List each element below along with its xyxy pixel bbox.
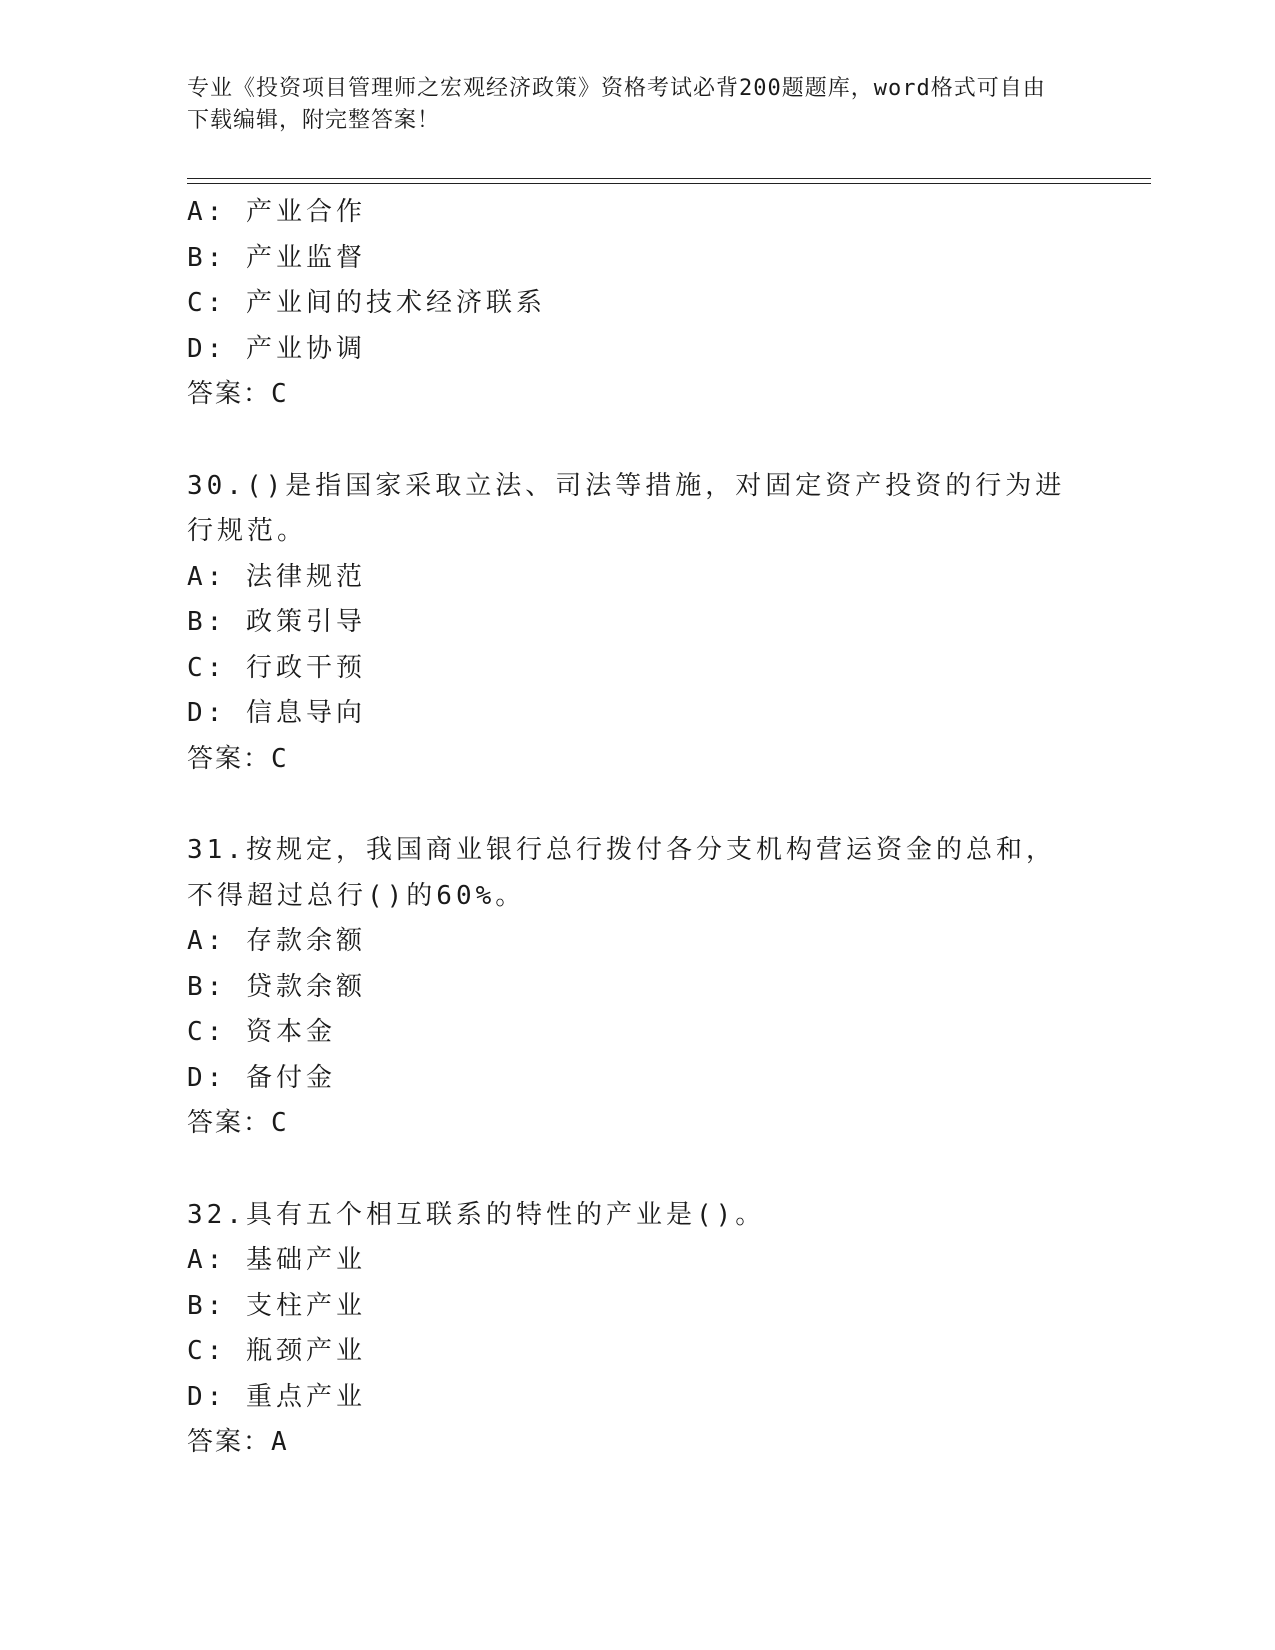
header-divider-bottom: [187, 183, 1151, 184]
question-text: 31.按规定，我国商业银行总行拨付各分支机构营运资金的总和，不得超过总行()的60%。: [187, 835, 1056, 911]
option-d: D: 备付金: [187, 1062, 336, 1093]
option-b: B: 贷款余额: [187, 971, 366, 1002]
question-list: [187, 190, 1087, 1466]
answer-value: C: [271, 743, 289, 774]
question-block-31: [187, 828, 1087, 1147]
option-c: C: 瓶颈产业: [187, 1336, 366, 1366]
header-divider-top: [187, 178, 1151, 179]
answer-value: C: [271, 379, 289, 409]
option-c: C: 行政干预: [187, 652, 366, 683]
option-b: B: 产业监督: [187, 242, 366, 273]
answer-line: [187, 1101, 1087, 1147]
option-a: A: 存款余额: [187, 926, 366, 956]
answer-value: A: [271, 1427, 289, 1457]
option-a: A: 产业合作: [187, 197, 366, 227]
question-block-29: [187, 190, 1087, 418]
option-a: A: 基础产业: [187, 1245, 366, 1275]
document-header: 专业《投资项目管理师之宏观经济政策》资格考试必背200题题库，word格式可自由下载编辑，附完整答案！: [187, 76, 1046, 133]
answer-value: C: [271, 1108, 289, 1138]
option-a: A: 法律规范: [187, 561, 366, 592]
option-b: B: 支柱产业: [187, 1290, 366, 1321]
option-d: D: 重点产业: [187, 1381, 366, 1412]
question-text: 32.具有五个相互联系的特性的产业是()。: [187, 1199, 766, 1230]
question-block-30: [187, 464, 1087, 783]
answer-label: 答案：: [187, 743, 272, 774]
answer-label: 答案：: [187, 1108, 272, 1138]
answer-line: [187, 1420, 1087, 1466]
answer-label: 答案：: [187, 379, 272, 409]
answer-line: [187, 372, 1087, 418]
question-text: 30.()是指国家采取立法、司法等措施，对固定资产投资的行为进行规范。: [187, 470, 1066, 546]
answer-line: [187, 737, 1087, 783]
option-c: C: 资本金: [187, 1017, 336, 1047]
option-d: D: 信息导向: [187, 698, 366, 728]
option-c: C: 产业间的技术经济联系: [187, 288, 546, 318]
option-d: D: 产业协调: [187, 333, 366, 364]
question-block-32: [187, 1193, 1087, 1466]
option-b: B: 政策引导: [187, 607, 366, 637]
answer-label: 答案：: [187, 1427, 272, 1457]
